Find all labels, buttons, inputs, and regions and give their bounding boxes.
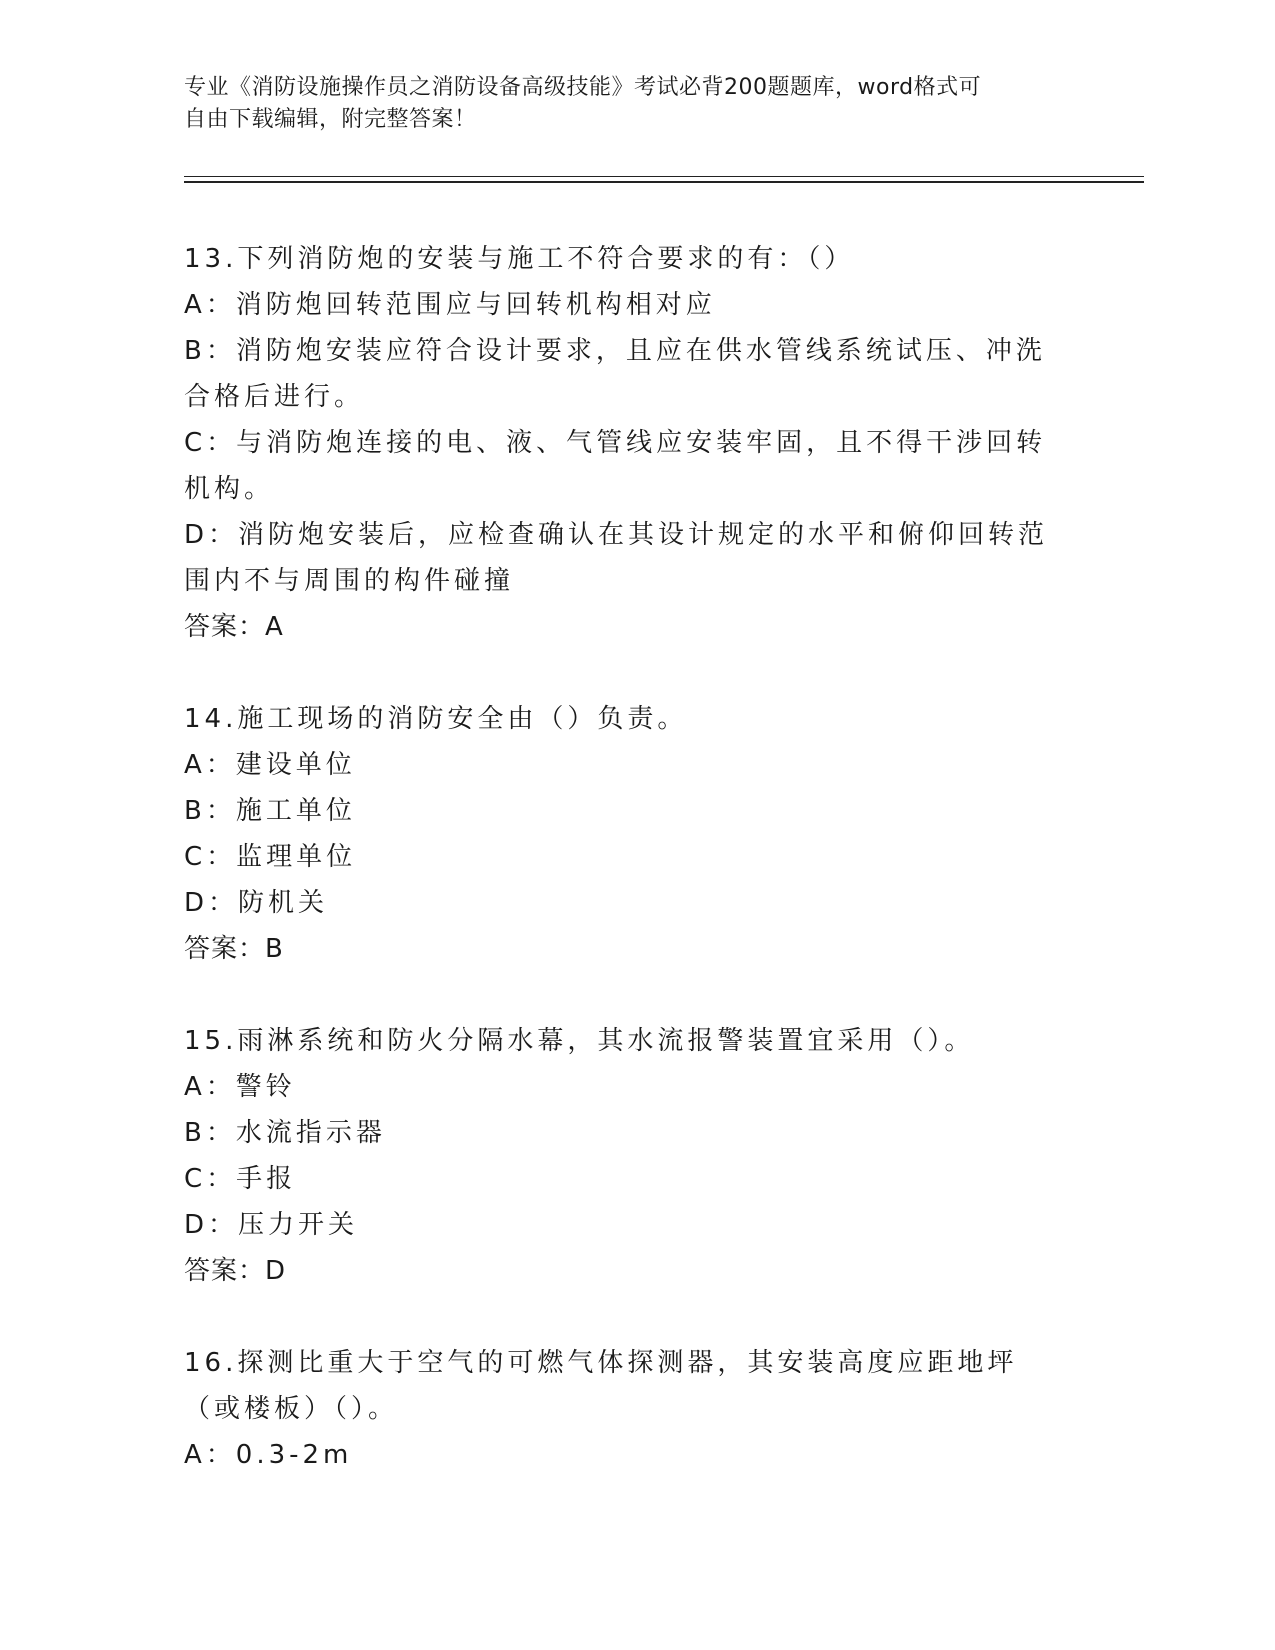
option-a: A：建设单位	[184, 750, 356, 780]
question-13	[184, 236, 1064, 650]
option-a: A：0.3-2m	[184, 1440, 353, 1470]
answer: 答案：D	[184, 1256, 287, 1286]
option-a: A：消防炮回转范围应与回转机构相对应	[184, 290, 716, 320]
question-14	[184, 696, 1064, 972]
header-line-1: 专业《消防设施操作员之消防设备高级技能》考试必背200题题库，word格式可	[184, 75, 982, 100]
option-d: D：防机关	[184, 888, 329, 918]
option-b: B：水流指示器	[184, 1118, 386, 1148]
question-stem: 15.雨淋系统和防火分隔水幕，其水流报警装置宜采用（）。	[184, 1026, 975, 1056]
option-b: B：消防炮安装应符合设计要求，且应在供水管线系统试压、冲洗合格后进行。	[184, 336, 1046, 412]
answer: 答案：A	[184, 612, 284, 642]
question-16	[184, 1340, 1064, 1478]
header-line-2: 自由下载编辑，附完整答案！	[184, 107, 477, 132]
option-c: C：与消防炮连接的电、液、气管线应安装牢固，且不得干涉回转机构。	[184, 428, 1047, 504]
option-d: D：压力开关	[184, 1210, 359, 1240]
header-rule-thick	[184, 181, 1144, 183]
question-stem: 13.下列消防炮的安装与施工不符合要求的有：（）	[184, 244, 855, 274]
question-15	[184, 1018, 1064, 1294]
document-header	[184, 72, 1064, 136]
option-c: C：手报	[184, 1164, 297, 1194]
option-a: A：警铃	[184, 1072, 296, 1102]
option-c: C：监理单位	[184, 842, 357, 872]
header-rule-thin	[184, 176, 1144, 177]
option-d: D：消防炮安装后，应检查确认在其设计规定的水平和俯仰回转范围内不与周围的构件碰撞	[184, 520, 1049, 596]
question-list	[184, 236, 1064, 1524]
answer: 答案：B	[184, 934, 284, 964]
question-stem: 14.施工现场的消防安全由（）负责。	[184, 704, 688, 734]
question-stem: 16.探测比重大于空气的可燃气体探测器，其安装高度应距地坪（或楼板）（）。	[184, 1348, 1018, 1424]
option-b: B：施工单位	[184, 796, 356, 826]
